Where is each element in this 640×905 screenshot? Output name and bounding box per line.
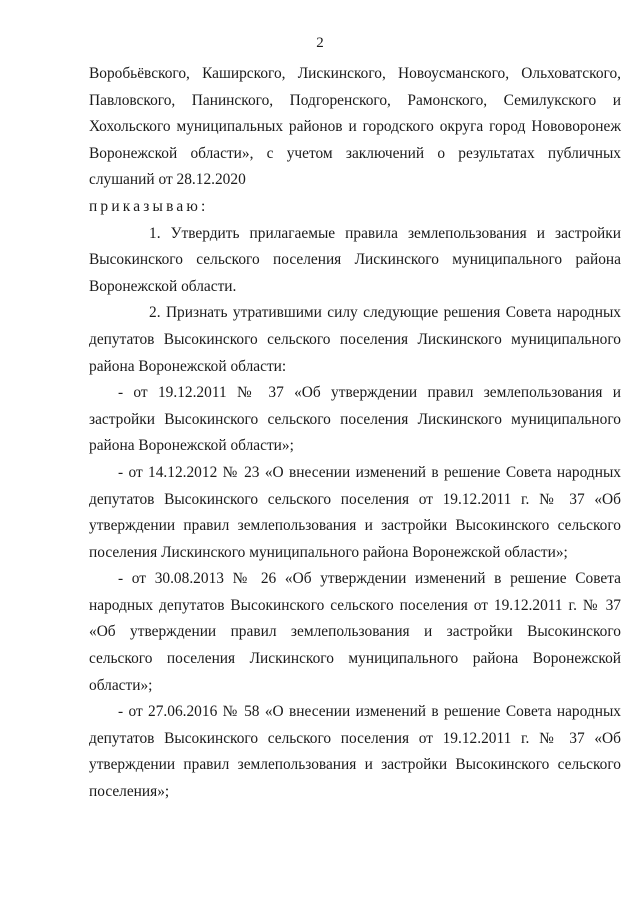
page-number: 2 <box>316 35 324 51</box>
repealed-decision-item: - от 14.12.2012 № 23 «О внесении изменений в решение Совета народных депутатов Высокинского сельского поселения от 19.12.2011 г. № 37 «Об утверждении правил землепользования и застройки Высокинского сельского поселения Лискинского муниципального района Воронежской области»; <box>89 463 621 561</box>
order-keyword: приказываю: <box>89 197 209 215</box>
repealed-decision-item: - от 27.06.2016 № 58 «О внесении изменений в решение Совета народных депутатов Высокинского сельского поселения от 19.12.2011 г. № 37 «Об утверждении правил землепользования и застройки Высокинского сельского поселения»; <box>89 703 621 801</box>
repealed-decision-item: - от 30.08.2013 № 26 «Об утверждении изменений в решение Совета народных депутатов Высокинского сельского поселения от 19.12.2011 г. № 37 «Об утверждении правил землепользования и застройки Высокинского сельского поселения Лискинского муниципального района Воронежской области»; <box>89 570 621 694</box>
document-body <box>89 61 621 806</box>
preamble-continuation: Воробьёвского, Каширского, Лискинского, Новоусманского, Ольховатского, Павловского, Панинского, Подгоренского, Рамонского, Семилукского и Хохольского муниципальных районов и городского округа город Нововоронеж Воронежской области», с учетом заключений о результатах публичных слушаний от 28.12.2020 <box>89 65 621 189</box>
repealed-decision-item: - от 19.12.2011 № 37 «Об утверждении правил землепользования и застройки Высокинского сельского поселения Лискинского муниципального района Воронежской области»; <box>89 384 621 455</box>
clause-2: 2. Признать утратившими силу следующие решения Совета народных депутатов Высокинского сельского поселения Лискинского муниципального района Воронежской области: <box>89 304 621 375</box>
clause-1: 1. Утвердить прилагаемые правила землепользования и застройки Высокинского сельского поселения Лискинского муниципального района Воронежской области. <box>89 224 621 295</box>
